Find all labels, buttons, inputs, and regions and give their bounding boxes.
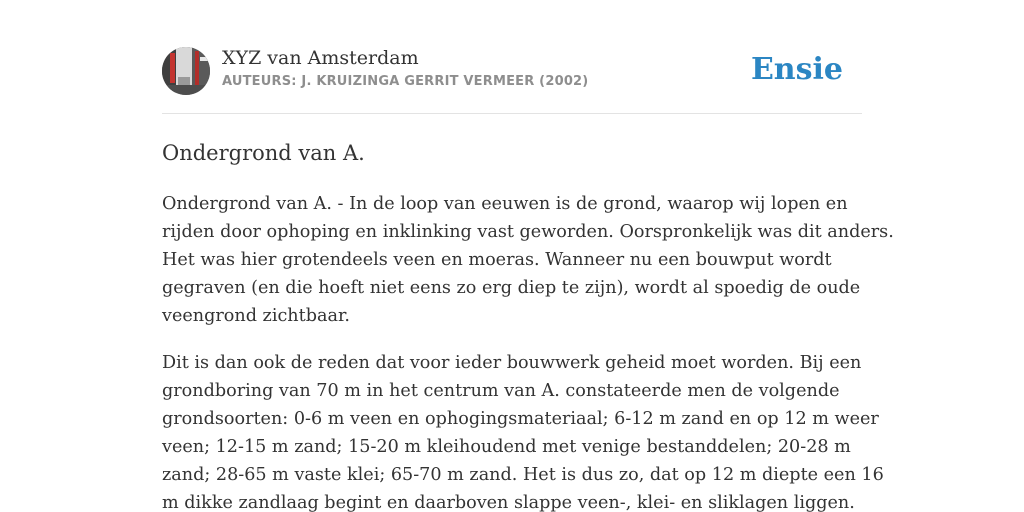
- text-line: zand; 28-65 m vaste klei; 65-70 m zand. Het is dus zo, dat op 12 m diepte een 16: [162, 465, 884, 485]
- text-line: Dit is dan ook de reden dat voor ieder bouwwerk geheid moet worden. Bij een: [162, 353, 862, 373]
- ensie-logo[interactable]: Ensie: [750, 52, 843, 87]
- article-paragraph: [162, 190, 894, 330]
- text-line: gegraven (en die hoeft niet eens zo erg diep te zijn), wordt al spoedig de oude: [162, 278, 861, 298]
- article-title: Ondergrond van A.: [162, 141, 365, 165]
- text-line: veen; 12-15 m zand; 15-20 m kleihoudend met venige bestanddelen; 20-28 m: [162, 437, 851, 457]
- article-body: [162, 190, 894, 512]
- text-line: Ondergrond van A. - In de loop van eeuwen is de grond, waarop wij lopen en: [162, 194, 848, 214]
- text-line: m dikke zandlaag begint en daarboven slappe veen-, klei- en sliklagen liggen.: [162, 493, 855, 512]
- header-divider: [162, 113, 862, 114]
- source-title[interactable]: XYZ van Amsterdam: [222, 47, 419, 69]
- text-line: veengrond zichtbaar.: [162, 306, 351, 326]
- street-photo-icon: [162, 47, 210, 95]
- source-authors: AUTEURS: J. KRUIZINGA GERRIT VERMEER (2002): [222, 74, 589, 89]
- article-paragraph: [162, 349, 884, 512]
- source-avatar[interactable]: [162, 47, 210, 95]
- source-header: [162, 46, 862, 98]
- text-line: rijden door ophoping en inklinking vast geworden. Oorspronkelijk was dit anders.: [162, 222, 894, 242]
- text-line: grondboring van 70 m in het centrum van A. constateerde men de volgende: [162, 381, 840, 401]
- text-line: grondsoorten: 0-6 m veen en ophogingsmateriaal; 6-12 m zand en op 12 m weer: [162, 409, 879, 429]
- text-line: Het was hier grotendeels veen en moeras. Wanneer nu een bouwput wordt: [162, 250, 832, 270]
